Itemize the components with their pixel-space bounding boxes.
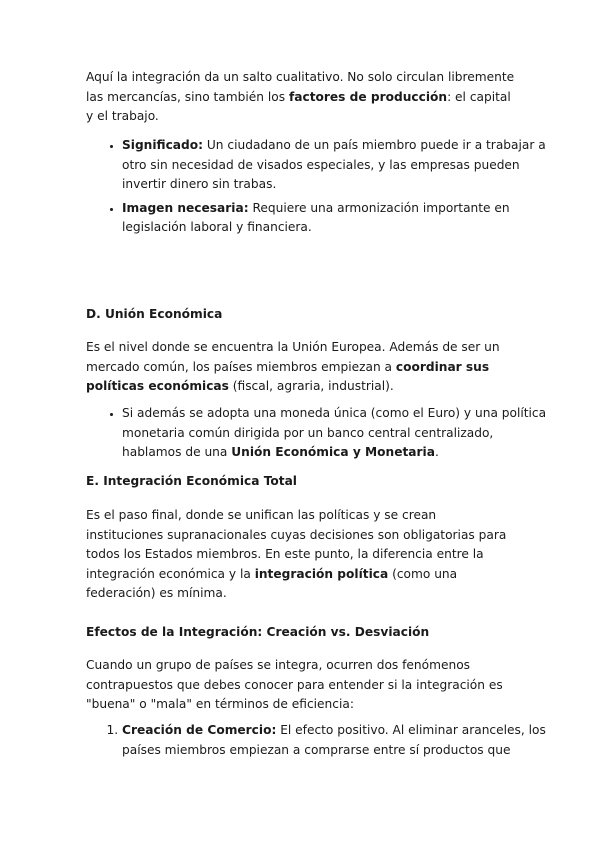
bullet-label: Significado: <box>122 138 203 152</box>
section-e-text-1: Es el paso final, donde se unifican las políticas y se crean instituciones supranacionales cuyas decisiones son obligatorias para todos los Estados miembros. En este punto, la diferencia entre la integración económica y la <box>86 508 507 581</box>
effects-list <box>86 721 552 764</box>
section-d-text-2: (fiscal, agraria, industrial). <box>228 379 394 393</box>
section-e-bold-term: integración política <box>254 566 389 581</box>
effects-intro-paragraph: Cuando un grupo de países se integra, ocurren dos fenómenos contrapuestos que debes conocer para entender si la integración es "buena" o "mala" en términos de eficiencia: <box>86 658 503 711</box>
list-item <box>122 721 552 760</box>
list-item <box>122 199 552 238</box>
intro-text-1: Aquí la integración da un salto cualitativo. No solo circulan libremente las mercancías, sino también los <box>86 70 515 104</box>
section-d-paragraph <box>86 338 516 397</box>
section-d-bullets <box>86 404 552 467</box>
section-e-heading: E. Integración Económica Total <box>86 474 297 488</box>
effects-item-label: Creación de Comercio: <box>122 723 277 737</box>
section-e-paragraph <box>86 506 516 604</box>
list-item <box>122 136 552 195</box>
section-d-heading: D. Unión Económica <box>86 307 223 321</box>
intro-text-2: : el capital y el trabajo. <box>86 89 511 123</box>
section-d-text-1: Es el nivel donde se encuentra la Unión Europea. Además de ser un mercado común, los países miembros empiezan a <box>86 340 500 374</box>
common-market-bullets <box>86 136 552 242</box>
intro-paragraph <box>86 68 516 127</box>
bullet-text: Un ciudadano de un país miembro puede ir a trabajar a otro sin necesidad de visados especiales, y las empresas pueden invertir dinero sin trabas. <box>122 138 546 191</box>
section-d-bold-term: coordinar sus políticas económicas <box>86 359 490 393</box>
bullet-text: Requiere una armonización importante en legislación laboral y financiera. <box>122 200 510 234</box>
effects-item-text: El efecto positivo. Al eliminar aranceles, los países miembros empiezan a comprarse entre sí productos que <box>122 723 546 757</box>
section-d-bullet-text-2: . <box>434 445 439 459</box>
bullet-label: Imagen necesaria: <box>122 200 249 215</box>
section-d-bullet-bold: Unión Económica y Monetaria <box>231 445 435 459</box>
section-e-text-2: (como una federación) es mínima. <box>86 566 458 600</box>
intro-bold-term: factores de producción <box>288 89 448 104</box>
section-d-bullet-text-1: Si además se adopta una moneda única (como el Euro) y una política monetaria común dirigida por un banco central centralizado, hablamos de una <box>122 406 547 459</box>
list-item <box>122 404 552 463</box>
effects-heading: Efectos de la Integración: Creación vs. Desviación <box>86 625 430 639</box>
